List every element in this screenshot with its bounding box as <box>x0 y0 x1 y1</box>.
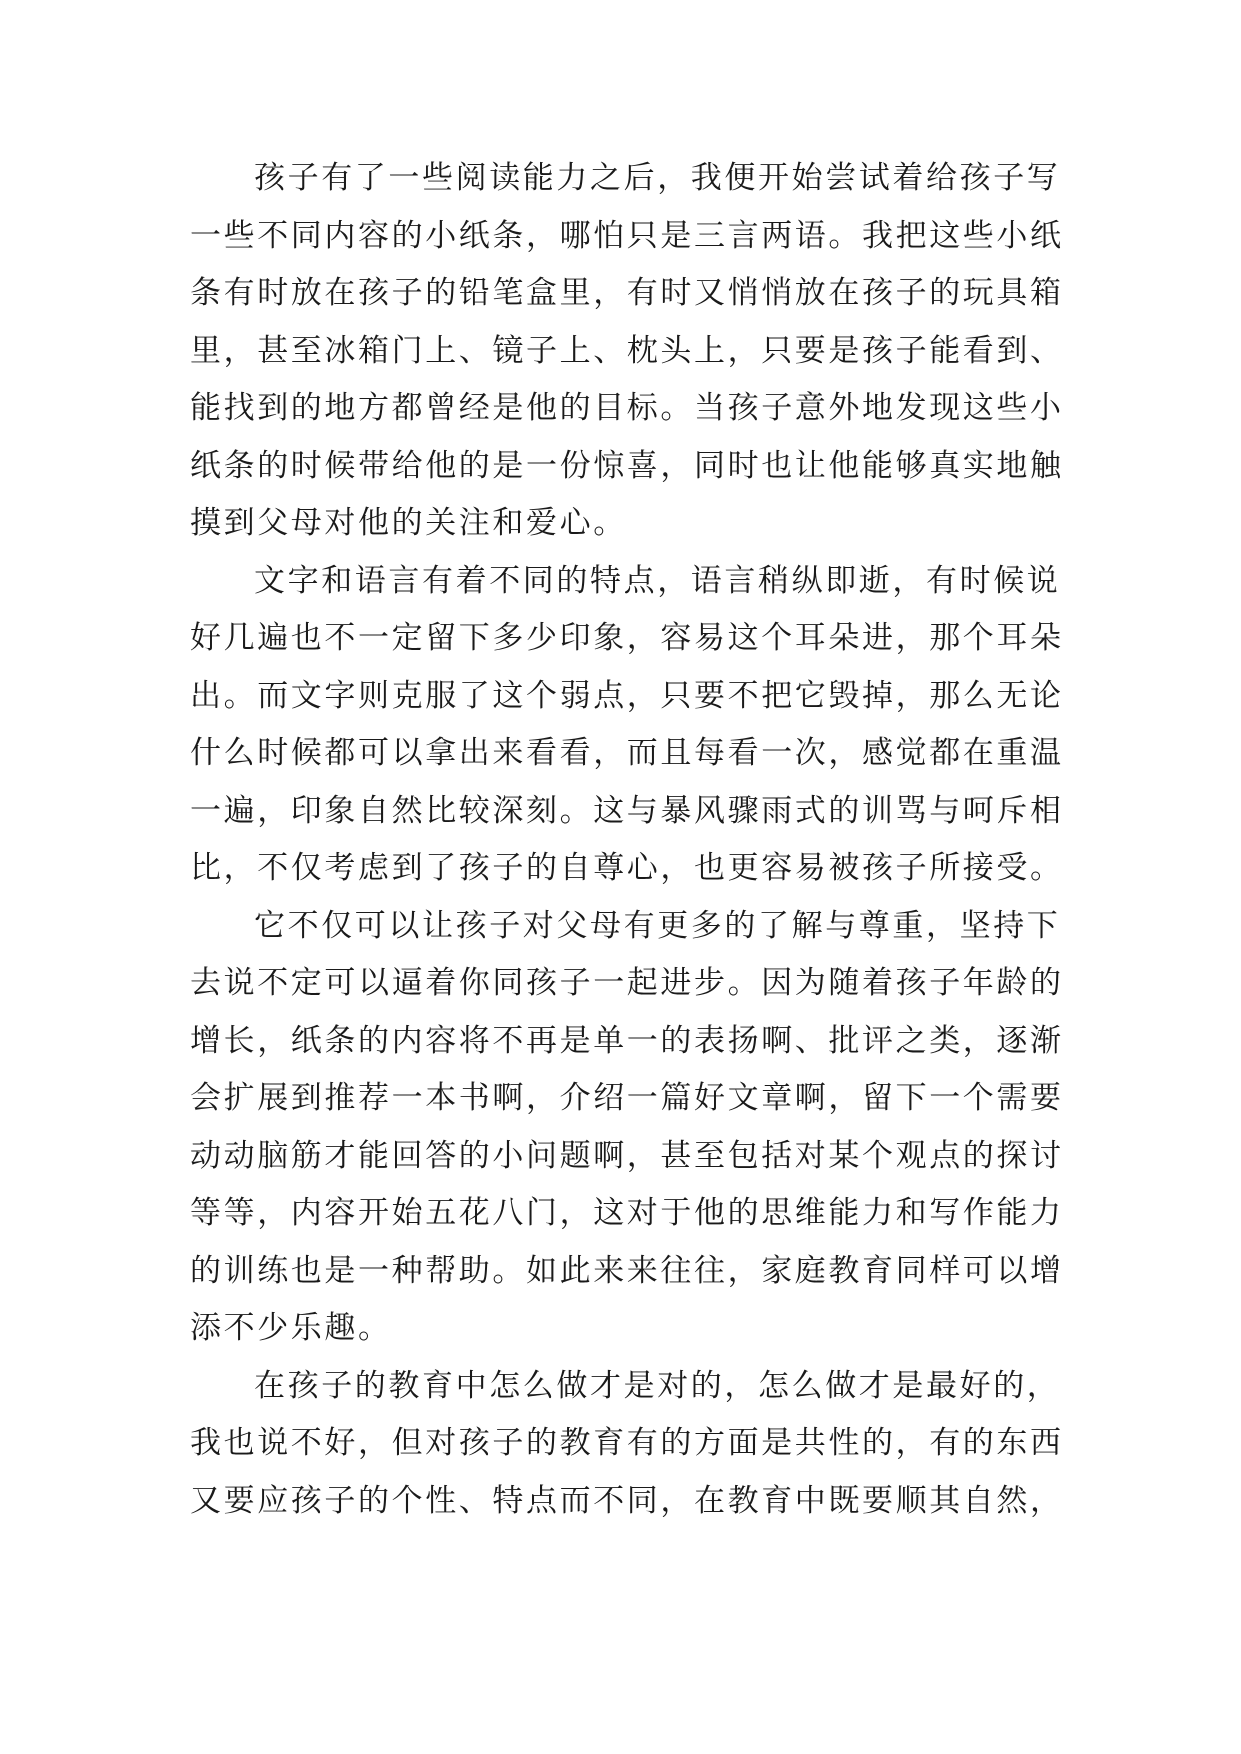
text-line: 添不少乐趣。 <box>190 1310 392 1346</box>
text-line: 好几遍也不一定留下多少印象，容易这个耳朵进，那个耳朵 <box>190 620 1064 656</box>
text-line: 会扩展到推荐一本书啊，介绍一篇好文章啊，留下一个需要 <box>190 1080 1064 1116</box>
text-line: 去说不定可以逼着你同孩子一起进步。因为随着孩子年龄的 <box>190 965 1064 1001</box>
text-line: 纸条的时候带给他的是一份惊喜，同时也让他能够真实地触 <box>190 447 1064 484</box>
text-line: 摸到父母对他的关注和爱心。 <box>190 505 627 541</box>
document-body <box>190 150 1064 1530</box>
text-line: 什么时候都可以拿出来看看，而且每看一次，感觉都在重温 <box>190 735 1064 771</box>
text-line: 比，不仅考虑到了孩子的自尊心，也更容易被孩子所接受。 <box>190 850 1064 886</box>
text-line: 在孩子的教育中怎么做才是对的，怎么做才是最好的， <box>254 1367 1061 1404</box>
text-line: 的训练也是一种帮助。如此来来往往，家庭教育同样可以增 <box>190 1252 1064 1289</box>
text-line: 一些不同内容的小纸条，哪怕只是三言两语。我把这些小纸 <box>190 217 1064 254</box>
text-line: 又要应孩子的个性、特点而不同，在教育中既要顺其自然， <box>190 1482 1064 1519</box>
text-line: 条有时放在孩子的铅笔盒里，有时又悄悄放在孩子的玩具箱 <box>190 275 1064 311</box>
text-line: 等等，内容开始五花八门，这对于他的思维能力和写作能力 <box>190 1195 1064 1231</box>
text-line: 我也说不好，但对孩子的教育有的方面是共性的，有的东西 <box>190 1425 1064 1461</box>
text-line: 动动脑筋才能回答的小问题啊，甚至包括对某个观点的探讨 <box>190 1137 1064 1174</box>
text-line: 里，甚至冰箱门上、镜子上、枕头上，只要是孩子能看到、 <box>190 332 1064 369</box>
paragraph-4 <box>190 1358 1064 1531</box>
text-line: 能找到的地方都曾经是他的目标。当孩子意外地发现这些小 <box>190 390 1064 426</box>
text-line: 出。而文字则克服了这个弱点，只要不把它毁掉，那么无论 <box>190 677 1064 714</box>
paragraph-1 <box>190 150 1064 553</box>
paragraph-3 <box>190 898 1064 1358</box>
paragraph-2 <box>190 553 1064 898</box>
text-line: 它不仅可以让孩子对父母有更多的了解与尊重，坚持下 <box>254 907 1061 944</box>
text-line: 文字和语言有着不同的特点，语言稍纵即逝，有时候说 <box>254 562 1061 599</box>
text-line: 一遍，印象自然比较深刻。这与暴风骤雨式的训骂与呵斥相 <box>190 792 1064 829</box>
text-line: 孩子有了一些阅读能力之后，我便开始尝试着给孩子写 <box>254 160 1061 196</box>
text-line: 增长，纸条的内容将不再是单一的表扬啊、批评之类，逐渐 <box>190 1022 1064 1059</box>
